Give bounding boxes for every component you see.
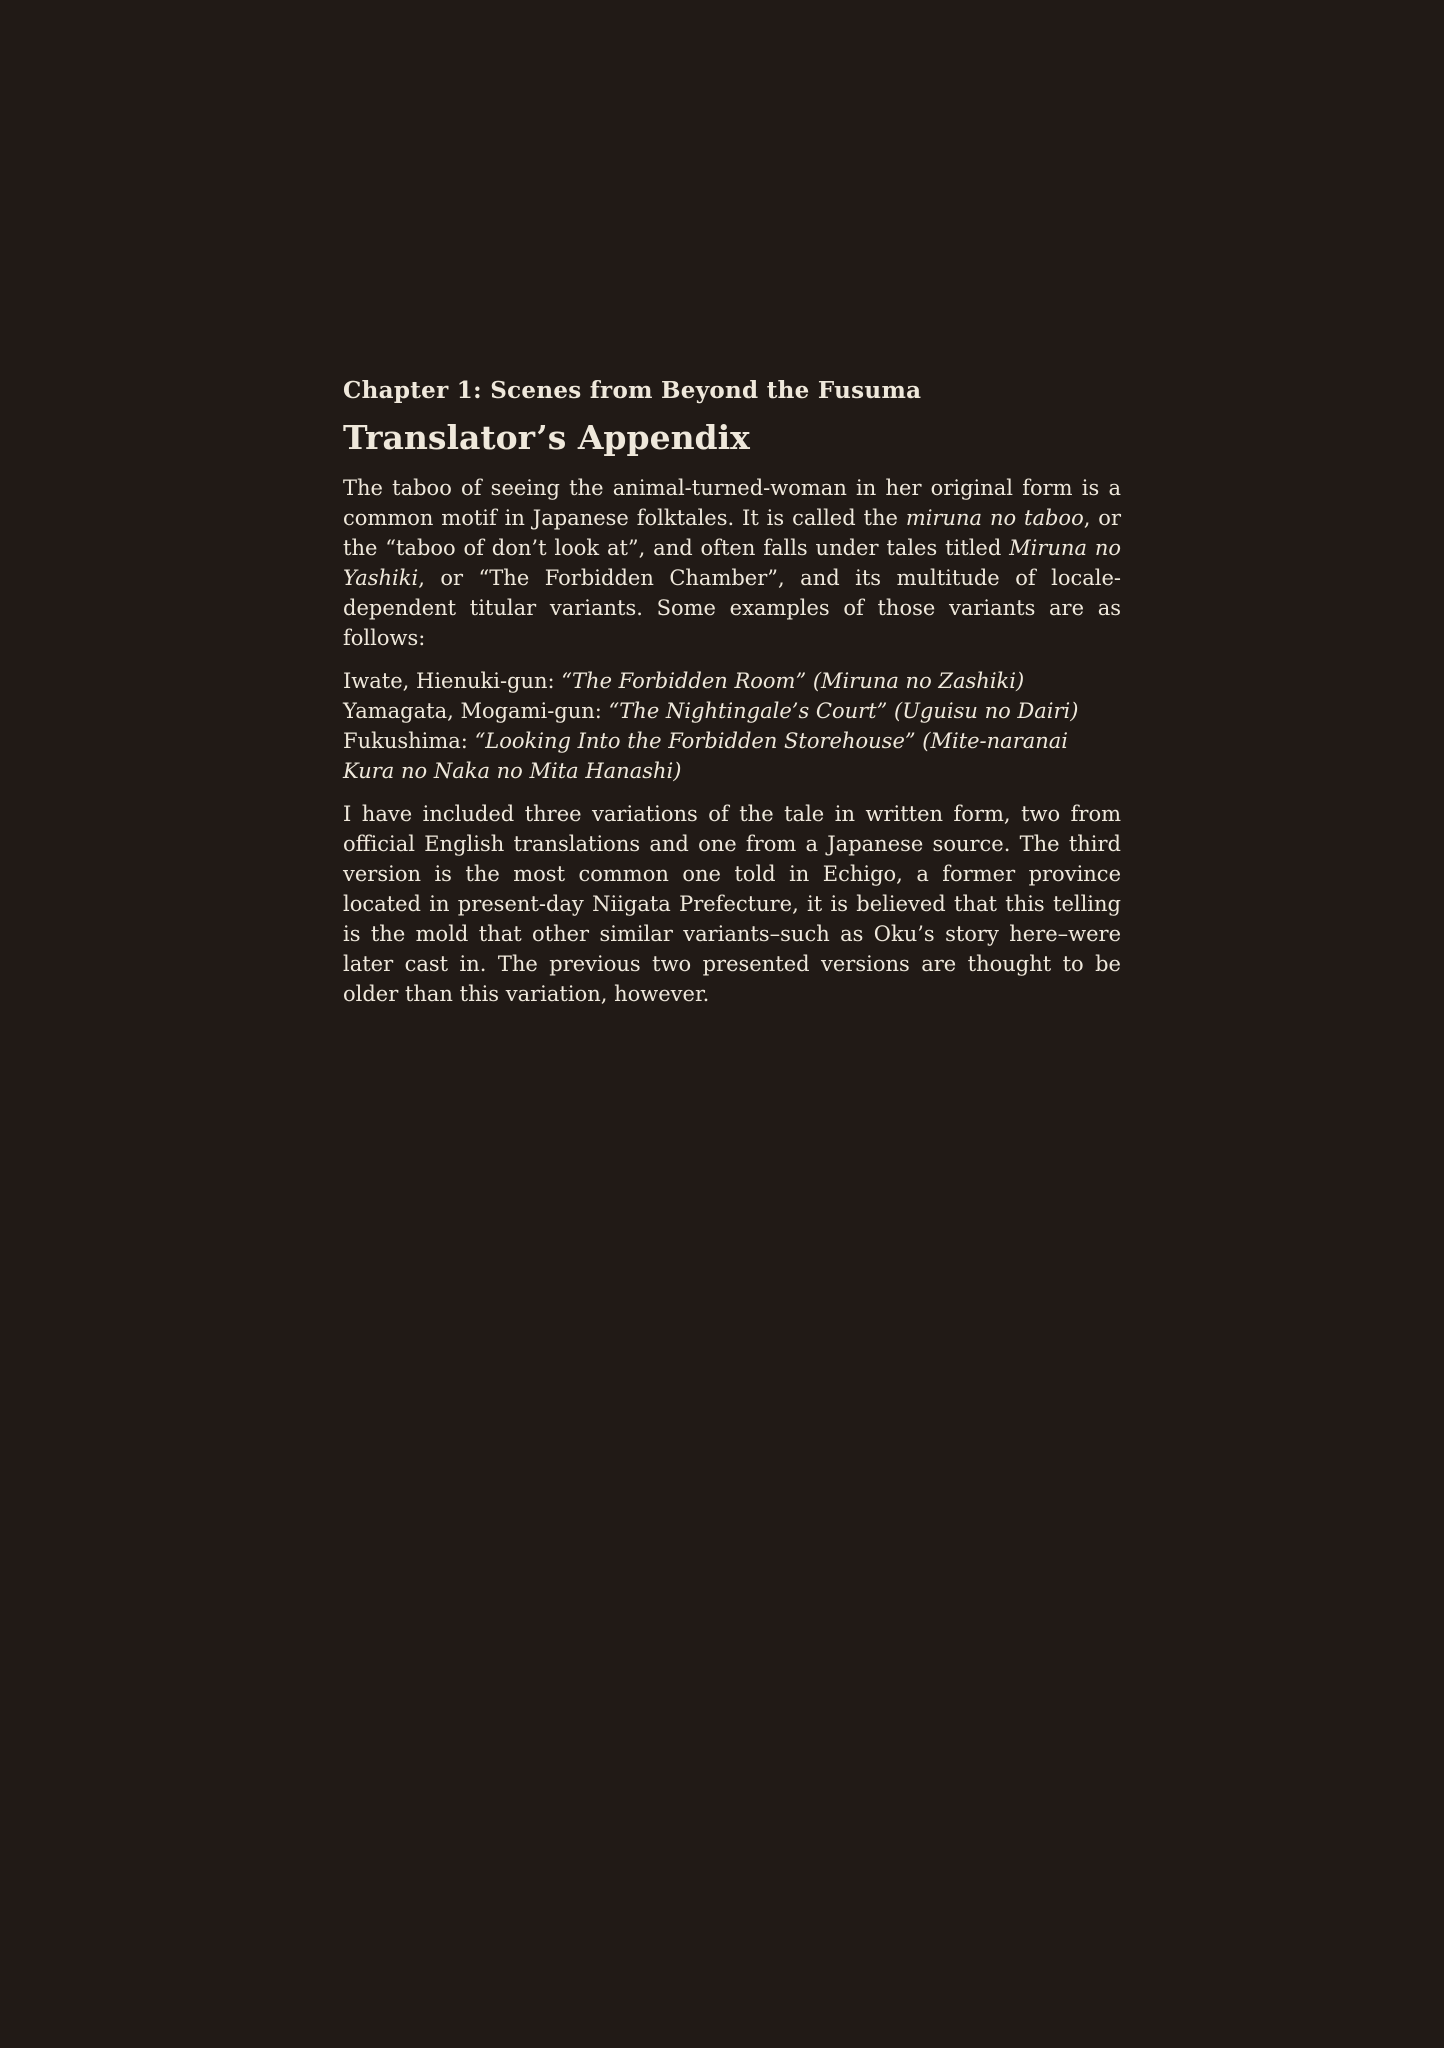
versions-paragraph [343, 799, 1121, 1009]
text-run: Iwate, Hienuki-gun: [343, 669, 562, 693]
italic-text-run: “The Nightingale’s Court” (Uguisu no Dairi) [608, 699, 1079, 723]
text-run: Yamagata, Mogami-gun: [343, 699, 609, 723]
text-run: , or the “taboo of don’t look at”, and often falls under tales titled [343, 506, 1121, 560]
variants-list [343, 666, 1121, 786]
intro-paragraph [343, 473, 1121, 653]
text-run: , or “The Forbidden Chamber”, and its multitude of locale-dependent titular variants. Some examples of those variants are as follows: [343, 566, 1121, 650]
text-run: Fukushima: [343, 729, 475, 753]
text-run: The taboo of seeing the animal-turned-woman in her original form is a common motif in Japanese folktales. It is called the [343, 476, 1121, 530]
appendix-text-block [343, 376, 1121, 1022]
italic-text-run: “The Forbidden Room” (Miruna no Zashiki) [561, 669, 1025, 693]
italic-text-run: “Looking Into the Forbidden Storehouse” (Mite-naranai Kura no Naka no Mita Hanashi) [343, 729, 1069, 783]
variant-line [343, 666, 1121, 696]
appendix-title: Translator’s Appendix [343, 418, 750, 457]
variant-line [343, 696, 1121, 726]
variant-line [343, 726, 1121, 786]
chapter-heading: Chapter 1: Scenes from Beyond the Fusuma [343, 377, 922, 404]
italic-text-run: Miruna no Yashiki [343, 536, 1121, 590]
italic-text-run: miruna no taboo [905, 506, 1084, 530]
text-run: I have included three variations of the tale in written form, two from official English translations and one from a Japanese source. The third version is the most common one told in Echigo, a former province located in present-day Niigata Prefecture, it is believed that this telling is the mold that other similar variants–such as Oku’s story here–were later cast in. The previous two presented versions are thought to be older than this variation, however. [343, 802, 1121, 1006]
